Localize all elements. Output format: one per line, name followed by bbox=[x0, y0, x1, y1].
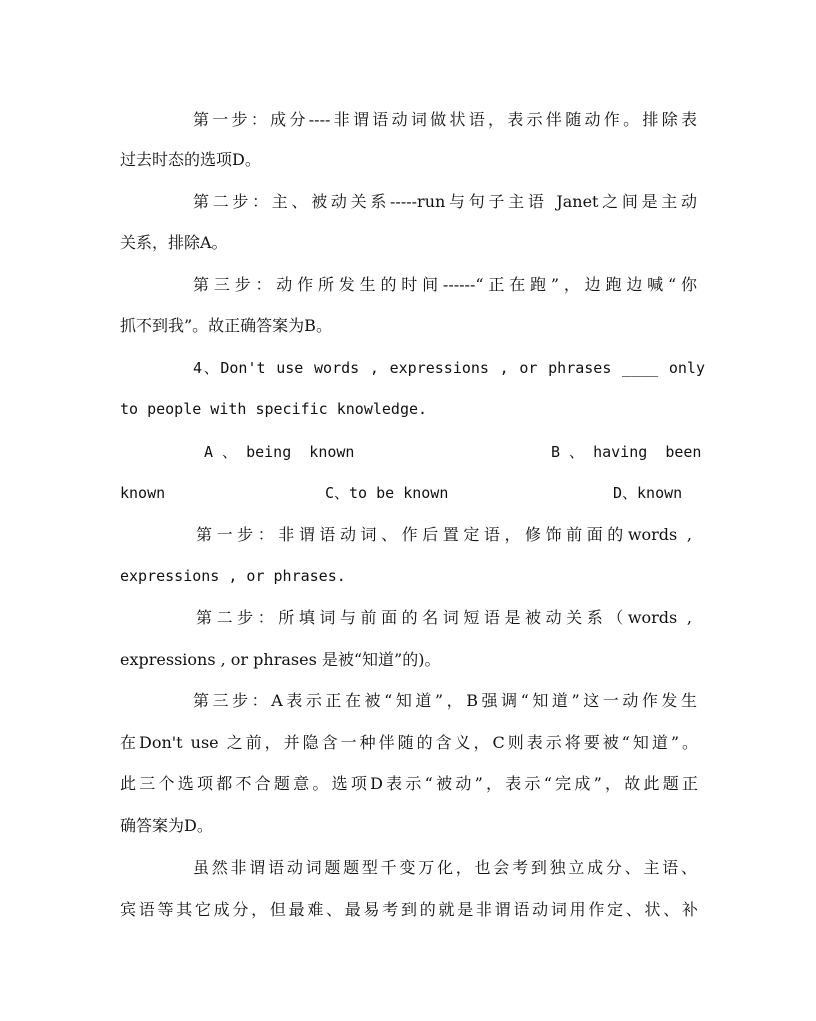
option-a: A 、 being known bbox=[204, 443, 355, 461]
paragraph-line: 宾语等其它成分，但最难、最易考到的就是非谓语动词用作定、状、补 bbox=[120, 900, 698, 919]
paragraph-line: 在Don't use 之前，并隐含一种伴随的含义，C则表示将要被“知道”。 bbox=[120, 733, 698, 752]
option-a-continued: known bbox=[120, 484, 166, 502]
option-d: D、known bbox=[613, 484, 683, 502]
paragraph-line: expressions , or phrases. bbox=[120, 567, 346, 585]
paragraph-line: 关系，排除A。 bbox=[120, 233, 228, 252]
paragraph-line: 第三步：A表示正在被“知道”，B强调“知道”这一动作发生 bbox=[193, 691, 697, 710]
paragraph-line: 第三步：动作所发生的时间------“正在跑”，边跑边喊“你 bbox=[193, 275, 697, 294]
paragraph-line: 第二步：主、被动关系-----run与句子主语 Janet之间是主动 bbox=[193, 192, 697, 211]
paragraph-line: 第一步：非谓语动词、作后置定语，修饰前面的words , bbox=[196, 525, 692, 544]
paragraph-line: 过去时态的选项D。 bbox=[120, 150, 261, 169]
paragraph-line: 虽然非谓语动词题题型千变万化，也会考到独立成分、主语、 bbox=[193, 858, 697, 877]
paragraph-line: 此三个选项都不合题意。选项D表示“被动”，表示“完成”，故此题正 bbox=[120, 774, 698, 793]
option-b: B 、 having been bbox=[551, 443, 702, 461]
question-line: 4、Don't use words , expressions , or phrases ____ only bbox=[193, 359, 705, 377]
paragraph-line: 抓不到我”。故正确答案为B。 bbox=[120, 316, 332, 335]
option-c: C、to be known bbox=[325, 484, 449, 502]
question-line: to people with specific knowledge. bbox=[120, 400, 428, 418]
paragraph-line: 确答案为D。 bbox=[120, 816, 213, 835]
paragraph-line: 第二步：所填词与前面的名词短语是被动关系（words , bbox=[196, 608, 692, 627]
paragraph-line: 第一步：成分----非谓语动词做状语，表示伴随动作。排除表 bbox=[193, 110, 697, 129]
paragraph-line: expressions , or phrases 是被“知道”的)。 bbox=[120, 650, 441, 669]
